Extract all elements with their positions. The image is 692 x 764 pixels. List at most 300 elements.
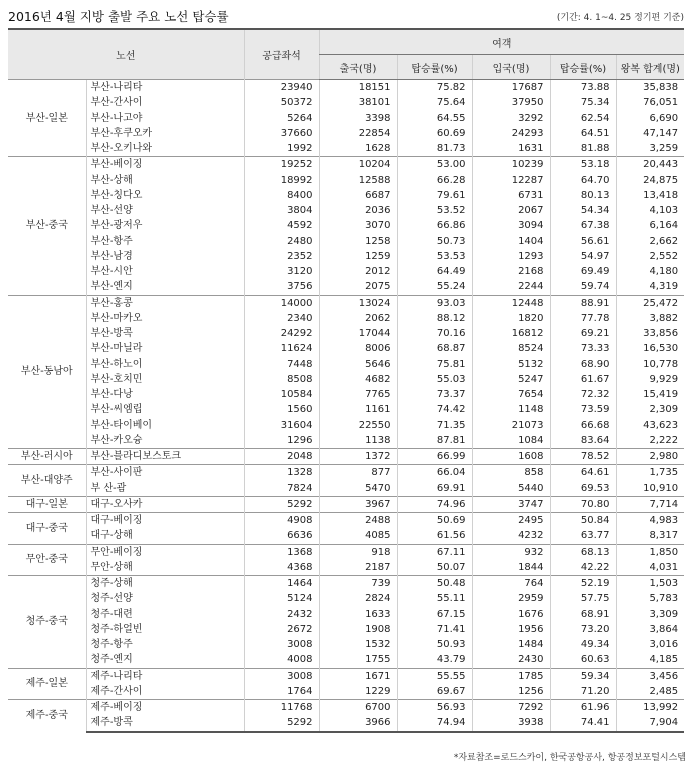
dep-rate-cell: 67.11 xyxy=(397,544,472,560)
route-cell: 부산-블라디보스토크 xyxy=(86,449,244,465)
dep-rate-cell: 55.24 xyxy=(397,279,472,295)
region-cell: 부산-러시아 xyxy=(8,449,86,465)
departures-cell: 7765 xyxy=(319,387,397,402)
route-cell: 부산-상해 xyxy=(86,173,244,188)
dep-rate-cell: 74.42 xyxy=(397,402,472,417)
arrivals-cell: 1631 xyxy=(472,141,550,157)
departures-cell: 877 xyxy=(319,465,397,481)
arrivals-cell: 16812 xyxy=(472,326,550,341)
departures-cell: 8006 xyxy=(319,341,397,356)
departures-cell: 4682 xyxy=(319,372,397,387)
seats-cell: 4008 xyxy=(244,652,319,668)
departures-cell: 5470 xyxy=(319,481,397,497)
departures-cell: 1671 xyxy=(319,668,397,684)
arr-rate-cell: 61.67 xyxy=(550,372,616,387)
arr-rate-cell: 56.61 xyxy=(550,234,616,249)
departures-cell: 17044 xyxy=(319,326,397,341)
table-row xyxy=(8,203,684,218)
arrivals-cell: 2495 xyxy=(472,513,550,529)
dep-rate-cell: 67.15 xyxy=(397,607,472,622)
total-cell: 4,983 xyxy=(616,513,684,529)
header-total: 왕복 합계(명) xyxy=(616,55,684,80)
total-cell: 3,864 xyxy=(616,622,684,637)
table-row xyxy=(8,111,684,126)
departures-cell: 1532 xyxy=(319,637,397,652)
header-route: 노선 xyxy=(8,29,244,80)
arr-rate-cell: 73.88 xyxy=(550,80,616,96)
dep-rate-cell: 66.04 xyxy=(397,465,472,481)
dep-rate-cell: 55.03 xyxy=(397,372,472,387)
table-row xyxy=(8,513,684,529)
route-cell: 부산-선양 xyxy=(86,203,244,218)
arr-rate-cell: 77.78 xyxy=(550,311,616,326)
arr-rate-cell: 66.68 xyxy=(550,418,616,433)
arrivals-cell: 3747 xyxy=(472,496,550,512)
route-cell: 청주-항주 xyxy=(86,637,244,652)
arrivals-cell: 1293 xyxy=(472,249,550,264)
dep-rate-cell: 61.56 xyxy=(397,528,472,544)
arrivals-cell: 3292 xyxy=(472,111,550,126)
departures-cell: 12588 xyxy=(319,173,397,188)
route-cell: 부산-씨엠립 xyxy=(86,402,244,417)
departures-cell: 4085 xyxy=(319,528,397,544)
departures-cell: 2062 xyxy=(319,311,397,326)
total-cell: 3,016 xyxy=(616,637,684,652)
arr-rate-cell: 54.34 xyxy=(550,203,616,218)
arr-rate-cell: 64.70 xyxy=(550,173,616,188)
seats-cell: 1368 xyxy=(244,544,319,560)
arrivals-cell: 37950 xyxy=(472,95,550,110)
table-row xyxy=(8,715,684,731)
table-row xyxy=(8,279,684,295)
seats-cell: 50372 xyxy=(244,95,319,110)
route-cell: 대구-오사카 xyxy=(86,496,244,512)
arrivals-cell: 1956 xyxy=(472,622,550,637)
arr-rate-cell: 69.53 xyxy=(550,481,616,497)
table-row xyxy=(8,684,684,700)
route-cell: 대구-베이징 xyxy=(86,513,244,529)
arr-rate-cell: 59.74 xyxy=(550,279,616,295)
departures-cell: 1138 xyxy=(319,433,397,449)
departures-cell: 739 xyxy=(319,576,397,592)
total-cell: 6,690 xyxy=(616,111,684,126)
arrivals-cell: 8524 xyxy=(472,341,550,356)
departures-cell: 1372 xyxy=(319,449,397,465)
seats-cell: 2432 xyxy=(244,607,319,622)
seats-cell: 7824 xyxy=(244,481,319,497)
total-cell: 6,164 xyxy=(616,218,684,233)
arr-rate-cell: 73.33 xyxy=(550,341,616,356)
region-cell: 대구-일본 xyxy=(8,496,86,512)
departures-cell: 2488 xyxy=(319,513,397,529)
total-cell: 76,051 xyxy=(616,95,684,110)
dep-rate-cell: 79.61 xyxy=(397,188,472,203)
total-cell: 43,623 xyxy=(616,418,684,433)
dep-rate-cell: 68.87 xyxy=(397,341,472,356)
dep-rate-cell: 66.99 xyxy=(397,449,472,465)
dep-rate-cell: 53.53 xyxy=(397,249,472,264)
table-row xyxy=(8,668,684,684)
total-cell: 8,317 xyxy=(616,528,684,544)
table-row xyxy=(8,311,684,326)
arrivals-cell: 3938 xyxy=(472,715,550,731)
dep-rate-cell: 50.07 xyxy=(397,560,472,576)
arr-rate-cell: 49.34 xyxy=(550,637,616,652)
total-cell: 5,783 xyxy=(616,591,684,606)
header-dep-rate: 탑승률(%) xyxy=(397,55,472,80)
arrivals-cell: 1608 xyxy=(472,449,550,465)
arr-rate-cell: 73.20 xyxy=(550,622,616,637)
dep-rate-cell: 50.73 xyxy=(397,234,472,249)
total-cell: 4,180 xyxy=(616,264,684,279)
arr-rate-cell: 60.63 xyxy=(550,652,616,668)
dep-rate-cell: 75.82 xyxy=(397,80,472,96)
departures-cell: 2187 xyxy=(319,560,397,576)
route-cell: 부산-시안 xyxy=(86,264,244,279)
arr-rate-cell: 88.91 xyxy=(550,295,616,311)
route-cell: 부산-하노이 xyxy=(86,357,244,372)
arrivals-cell: 2959 xyxy=(472,591,550,606)
seats-cell: 2672 xyxy=(244,622,319,637)
departures-cell: 22550 xyxy=(319,418,397,433)
total-cell: 2,662 xyxy=(616,234,684,249)
arr-rate-cell: 64.61 xyxy=(550,465,616,481)
route-cell: 부산-카오슝 xyxy=(86,433,244,449)
arrivals-cell: 1820 xyxy=(472,311,550,326)
table-row xyxy=(8,218,684,233)
seats-cell: 3120 xyxy=(244,264,319,279)
seats-cell: 5292 xyxy=(244,496,319,512)
arr-rate-cell: 69.21 xyxy=(550,326,616,341)
route-cell: 부산-오키나와 xyxy=(86,141,244,157)
route-cell: 청주-상해 xyxy=(86,576,244,592)
arr-rate-cell: 75.34 xyxy=(550,95,616,110)
table-row xyxy=(8,264,684,279)
arr-rate-cell: 67.38 xyxy=(550,218,616,233)
region-cell: 대구-중국 xyxy=(8,513,86,545)
route-cell: 부산-사이판 xyxy=(86,465,244,481)
dep-rate-cell: 53.52 xyxy=(397,203,472,218)
route-cell: 부산-타이베이 xyxy=(86,418,244,433)
seats-cell: 19252 xyxy=(244,157,319,173)
total-cell: 7,714 xyxy=(616,496,684,512)
departures-cell: 1628 xyxy=(319,141,397,157)
route-cell: 부산-호치민 xyxy=(86,372,244,387)
table-row xyxy=(8,496,684,512)
header-arrivals: 입국(명) xyxy=(472,55,550,80)
route-cell: 부산-남경 xyxy=(86,249,244,264)
total-cell: 25,472 xyxy=(616,295,684,311)
arrivals-cell: 1785 xyxy=(472,668,550,684)
total-cell: 2,222 xyxy=(616,433,684,449)
arrivals-cell: 12448 xyxy=(472,295,550,311)
table-row xyxy=(8,173,684,188)
table-row xyxy=(8,372,684,387)
route-cell: 청주-선양 xyxy=(86,591,244,606)
arrivals-cell: 1084 xyxy=(472,433,550,449)
departures-cell: 13024 xyxy=(319,295,397,311)
total-cell: 4,103 xyxy=(616,203,684,218)
arr-rate-cell: 57.75 xyxy=(550,591,616,606)
load-factor-table xyxy=(8,28,684,733)
seats-cell: 4368 xyxy=(244,560,319,576)
arr-rate-cell: 50.84 xyxy=(550,513,616,529)
route-cell: 부산-다낭 xyxy=(86,387,244,402)
table-row xyxy=(8,576,684,592)
dep-rate-cell: 64.49 xyxy=(397,264,472,279)
route-cell: 제주-베이징 xyxy=(86,700,244,716)
route-cell: 부산-후쿠오카 xyxy=(86,126,244,141)
region-cell: 무안-중국 xyxy=(8,544,86,576)
total-cell: 9,929 xyxy=(616,372,684,387)
route-cell: 청주-대련 xyxy=(86,607,244,622)
seats-cell: 3008 xyxy=(244,637,319,652)
seats-cell: 2340 xyxy=(244,311,319,326)
arrivals-cell: 858 xyxy=(472,465,550,481)
arrivals-cell: 17687 xyxy=(472,80,550,96)
table-row xyxy=(8,449,684,465)
total-cell: 1,735 xyxy=(616,465,684,481)
departures-cell: 38101 xyxy=(319,95,397,110)
departures-cell: 2824 xyxy=(319,591,397,606)
period-note: (기간: 4. 1~4. 25 정기편 기준) xyxy=(556,13,684,23)
region-cell: 부산-대양주 xyxy=(8,465,86,497)
header-passengers: 여객 xyxy=(319,29,684,55)
departures-cell: 22854 xyxy=(319,126,397,141)
arrivals-cell: 2168 xyxy=(472,264,550,279)
route-cell: 부산-마카오 xyxy=(86,311,244,326)
table-row xyxy=(8,700,684,716)
seats-cell: 2352 xyxy=(244,249,319,264)
departures-cell: 1755 xyxy=(319,652,397,668)
total-cell: 15,419 xyxy=(616,387,684,402)
total-cell: 47,147 xyxy=(616,126,684,141)
arrivals-cell: 5440 xyxy=(472,481,550,497)
dep-rate-cell: 55.11 xyxy=(397,591,472,606)
route-cell: 부산-홍콩 xyxy=(86,295,244,311)
arrivals-cell: 1148 xyxy=(472,402,550,417)
arrivals-cell: 7292 xyxy=(472,700,550,716)
arr-rate-cell: 71.20 xyxy=(550,684,616,700)
arrivals-cell: 1256 xyxy=(472,684,550,700)
arr-rate-cell: 53.18 xyxy=(550,157,616,173)
table-row xyxy=(8,80,684,96)
departures-cell: 3967 xyxy=(319,496,397,512)
route-cell: 부산-칭다오 xyxy=(86,188,244,203)
departures-cell: 1259 xyxy=(319,249,397,264)
total-cell: 3,456 xyxy=(616,668,684,684)
seats-cell: 1328 xyxy=(244,465,319,481)
departures-cell: 18151 xyxy=(319,80,397,96)
total-cell: 33,856 xyxy=(616,326,684,341)
arrivals-cell: 4232 xyxy=(472,528,550,544)
table-row xyxy=(8,622,684,637)
arr-rate-cell: 62.54 xyxy=(550,111,616,126)
departures-cell: 5646 xyxy=(319,357,397,372)
arr-rate-cell: 68.90 xyxy=(550,357,616,372)
total-cell: 3,259 xyxy=(616,141,684,157)
arrivals-cell: 5132 xyxy=(472,357,550,372)
total-cell: 1,503 xyxy=(616,576,684,592)
route-cell: 부산-광저우 xyxy=(86,218,244,233)
region-cell: 청주-중국 xyxy=(8,576,86,669)
seats-cell: 1560 xyxy=(244,402,319,417)
dep-rate-cell: 70.16 xyxy=(397,326,472,341)
table-row xyxy=(8,652,684,668)
dep-rate-cell: 88.12 xyxy=(397,311,472,326)
arr-rate-cell: 64.51 xyxy=(550,126,616,141)
region-cell: 부산-일본 xyxy=(8,80,86,157)
seats-cell: 1296 xyxy=(244,433,319,449)
table-row xyxy=(8,326,684,341)
dep-rate-cell: 71.41 xyxy=(397,622,472,637)
seats-cell: 3804 xyxy=(244,203,319,218)
seats-cell: 2480 xyxy=(244,234,319,249)
arr-rate-cell: 78.52 xyxy=(550,449,616,465)
route-cell: 무안-상해 xyxy=(86,560,244,576)
page-title: 2016년 4월 지방 출발 주요 노선 탑승률 xyxy=(8,9,229,24)
route-cell: 부산-옌지 xyxy=(86,279,244,295)
total-cell: 3,882 xyxy=(616,311,684,326)
route-cell: 부산-마닐라 xyxy=(86,341,244,356)
departures-cell: 6687 xyxy=(319,188,397,203)
table-row xyxy=(8,481,684,497)
table-row xyxy=(8,560,684,576)
route-cell: 제주-간사이 xyxy=(86,684,244,700)
total-cell: 2,980 xyxy=(616,449,684,465)
arrivals-cell: 21073 xyxy=(472,418,550,433)
table-row xyxy=(8,402,684,417)
seats-cell: 37660 xyxy=(244,126,319,141)
table-row xyxy=(8,357,684,372)
arrivals-cell: 6731 xyxy=(472,188,550,203)
total-cell: 10,778 xyxy=(616,357,684,372)
route-cell: 제주-방콕 xyxy=(86,715,244,731)
route-cell: 부산-간사이 xyxy=(86,95,244,110)
departures-cell: 6700 xyxy=(319,700,397,716)
dep-rate-cell: 69.91 xyxy=(397,481,472,497)
route-cell: 부산-방콕 xyxy=(86,326,244,341)
seats-cell: 11624 xyxy=(244,341,319,356)
arr-rate-cell: 54.97 xyxy=(550,249,616,264)
departures-cell: 2012 xyxy=(319,264,397,279)
arr-rate-cell: 80.13 xyxy=(550,188,616,203)
arrivals-cell: 1484 xyxy=(472,637,550,652)
route-cell: 청주-옌지 xyxy=(86,652,244,668)
table-row xyxy=(8,295,684,311)
dep-rate-cell: 81.73 xyxy=(397,141,472,157)
table-body xyxy=(8,80,684,732)
arrivals-cell: 1844 xyxy=(472,560,550,576)
header-seats: 공급좌석 xyxy=(244,29,319,80)
route-cell: 부산-나고야 xyxy=(86,111,244,126)
departures-cell: 1258 xyxy=(319,234,397,249)
seats-cell: 23940 xyxy=(244,80,319,96)
dep-rate-cell: 50.69 xyxy=(397,513,472,529)
departures-cell: 1633 xyxy=(319,607,397,622)
total-cell: 2,485 xyxy=(616,684,684,700)
departures-cell: 1229 xyxy=(319,684,397,700)
total-cell: 2,552 xyxy=(616,249,684,264)
arrivals-cell: 2430 xyxy=(472,652,550,668)
arr-rate-cell: 72.32 xyxy=(550,387,616,402)
arrivals-cell: 24293 xyxy=(472,126,550,141)
seats-cell: 4592 xyxy=(244,218,319,233)
table-row xyxy=(8,188,684,203)
table-row xyxy=(8,341,684,356)
arr-rate-cell: 42.22 xyxy=(550,560,616,576)
route-cell: 청주-하얼빈 xyxy=(86,622,244,637)
seats-cell: 1992 xyxy=(244,141,319,157)
arrivals-cell: 2244 xyxy=(472,279,550,295)
seats-cell: 8400 xyxy=(244,188,319,203)
arr-rate-cell: 52.19 xyxy=(550,576,616,592)
table-row xyxy=(8,234,684,249)
arr-rate-cell: 69.49 xyxy=(550,264,616,279)
arr-rate-cell: 61.96 xyxy=(550,700,616,716)
dep-rate-cell: 66.86 xyxy=(397,218,472,233)
departures-cell: 3070 xyxy=(319,218,397,233)
total-cell: 3,309 xyxy=(616,607,684,622)
total-cell: 7,904 xyxy=(616,715,684,731)
arr-rate-cell: 81.88 xyxy=(550,141,616,157)
total-cell: 16,530 xyxy=(616,341,684,356)
dep-rate-cell: 75.64 xyxy=(397,95,472,110)
total-cell: 13,418 xyxy=(616,188,684,203)
table-row xyxy=(8,433,684,449)
seats-cell: 14000 xyxy=(244,295,319,311)
total-cell: 4,031 xyxy=(616,560,684,576)
region-cell: 부산-동남아 xyxy=(8,295,86,449)
dep-rate-cell: 56.93 xyxy=(397,700,472,716)
seats-cell: 8508 xyxy=(244,372,319,387)
dep-rate-cell: 93.03 xyxy=(397,295,472,311)
seats-cell: 11768 xyxy=(244,700,319,716)
departures-cell: 918 xyxy=(319,544,397,560)
table-row xyxy=(8,418,684,433)
seats-cell: 5124 xyxy=(244,591,319,606)
total-cell: 1,850 xyxy=(616,544,684,560)
table-row xyxy=(8,126,684,141)
table-row xyxy=(8,591,684,606)
dep-rate-cell: 64.55 xyxy=(397,111,472,126)
seats-cell: 10584 xyxy=(244,387,319,402)
dep-rate-cell: 75.81 xyxy=(397,357,472,372)
arrivals-cell: 10239 xyxy=(472,157,550,173)
dep-rate-cell: 74.94 xyxy=(397,715,472,731)
route-cell: 대구-상해 xyxy=(86,528,244,544)
seats-cell: 1464 xyxy=(244,576,319,592)
seats-cell: 2048 xyxy=(244,449,319,465)
dep-rate-cell: 69.67 xyxy=(397,684,472,700)
dep-rate-cell: 55.55 xyxy=(397,668,472,684)
arr-rate-cell: 68.91 xyxy=(550,607,616,622)
total-cell: 24,875 xyxy=(616,173,684,188)
arrivals-cell: 7654 xyxy=(472,387,550,402)
table-row xyxy=(8,95,684,110)
seats-cell: 6636 xyxy=(244,528,319,544)
seats-cell: 5292 xyxy=(244,715,319,731)
route-cell: 제주-나리타 xyxy=(86,668,244,684)
arrivals-cell: 1404 xyxy=(472,234,550,249)
dep-rate-cell: 71.35 xyxy=(397,418,472,433)
route-cell: 부산-나리타 xyxy=(86,80,244,96)
arrivals-cell: 932 xyxy=(472,544,550,560)
arrivals-cell: 2067 xyxy=(472,203,550,218)
region-cell: 제주-일본 xyxy=(8,668,86,700)
total-cell: 4,185 xyxy=(616,652,684,668)
seats-cell: 4908 xyxy=(244,513,319,529)
